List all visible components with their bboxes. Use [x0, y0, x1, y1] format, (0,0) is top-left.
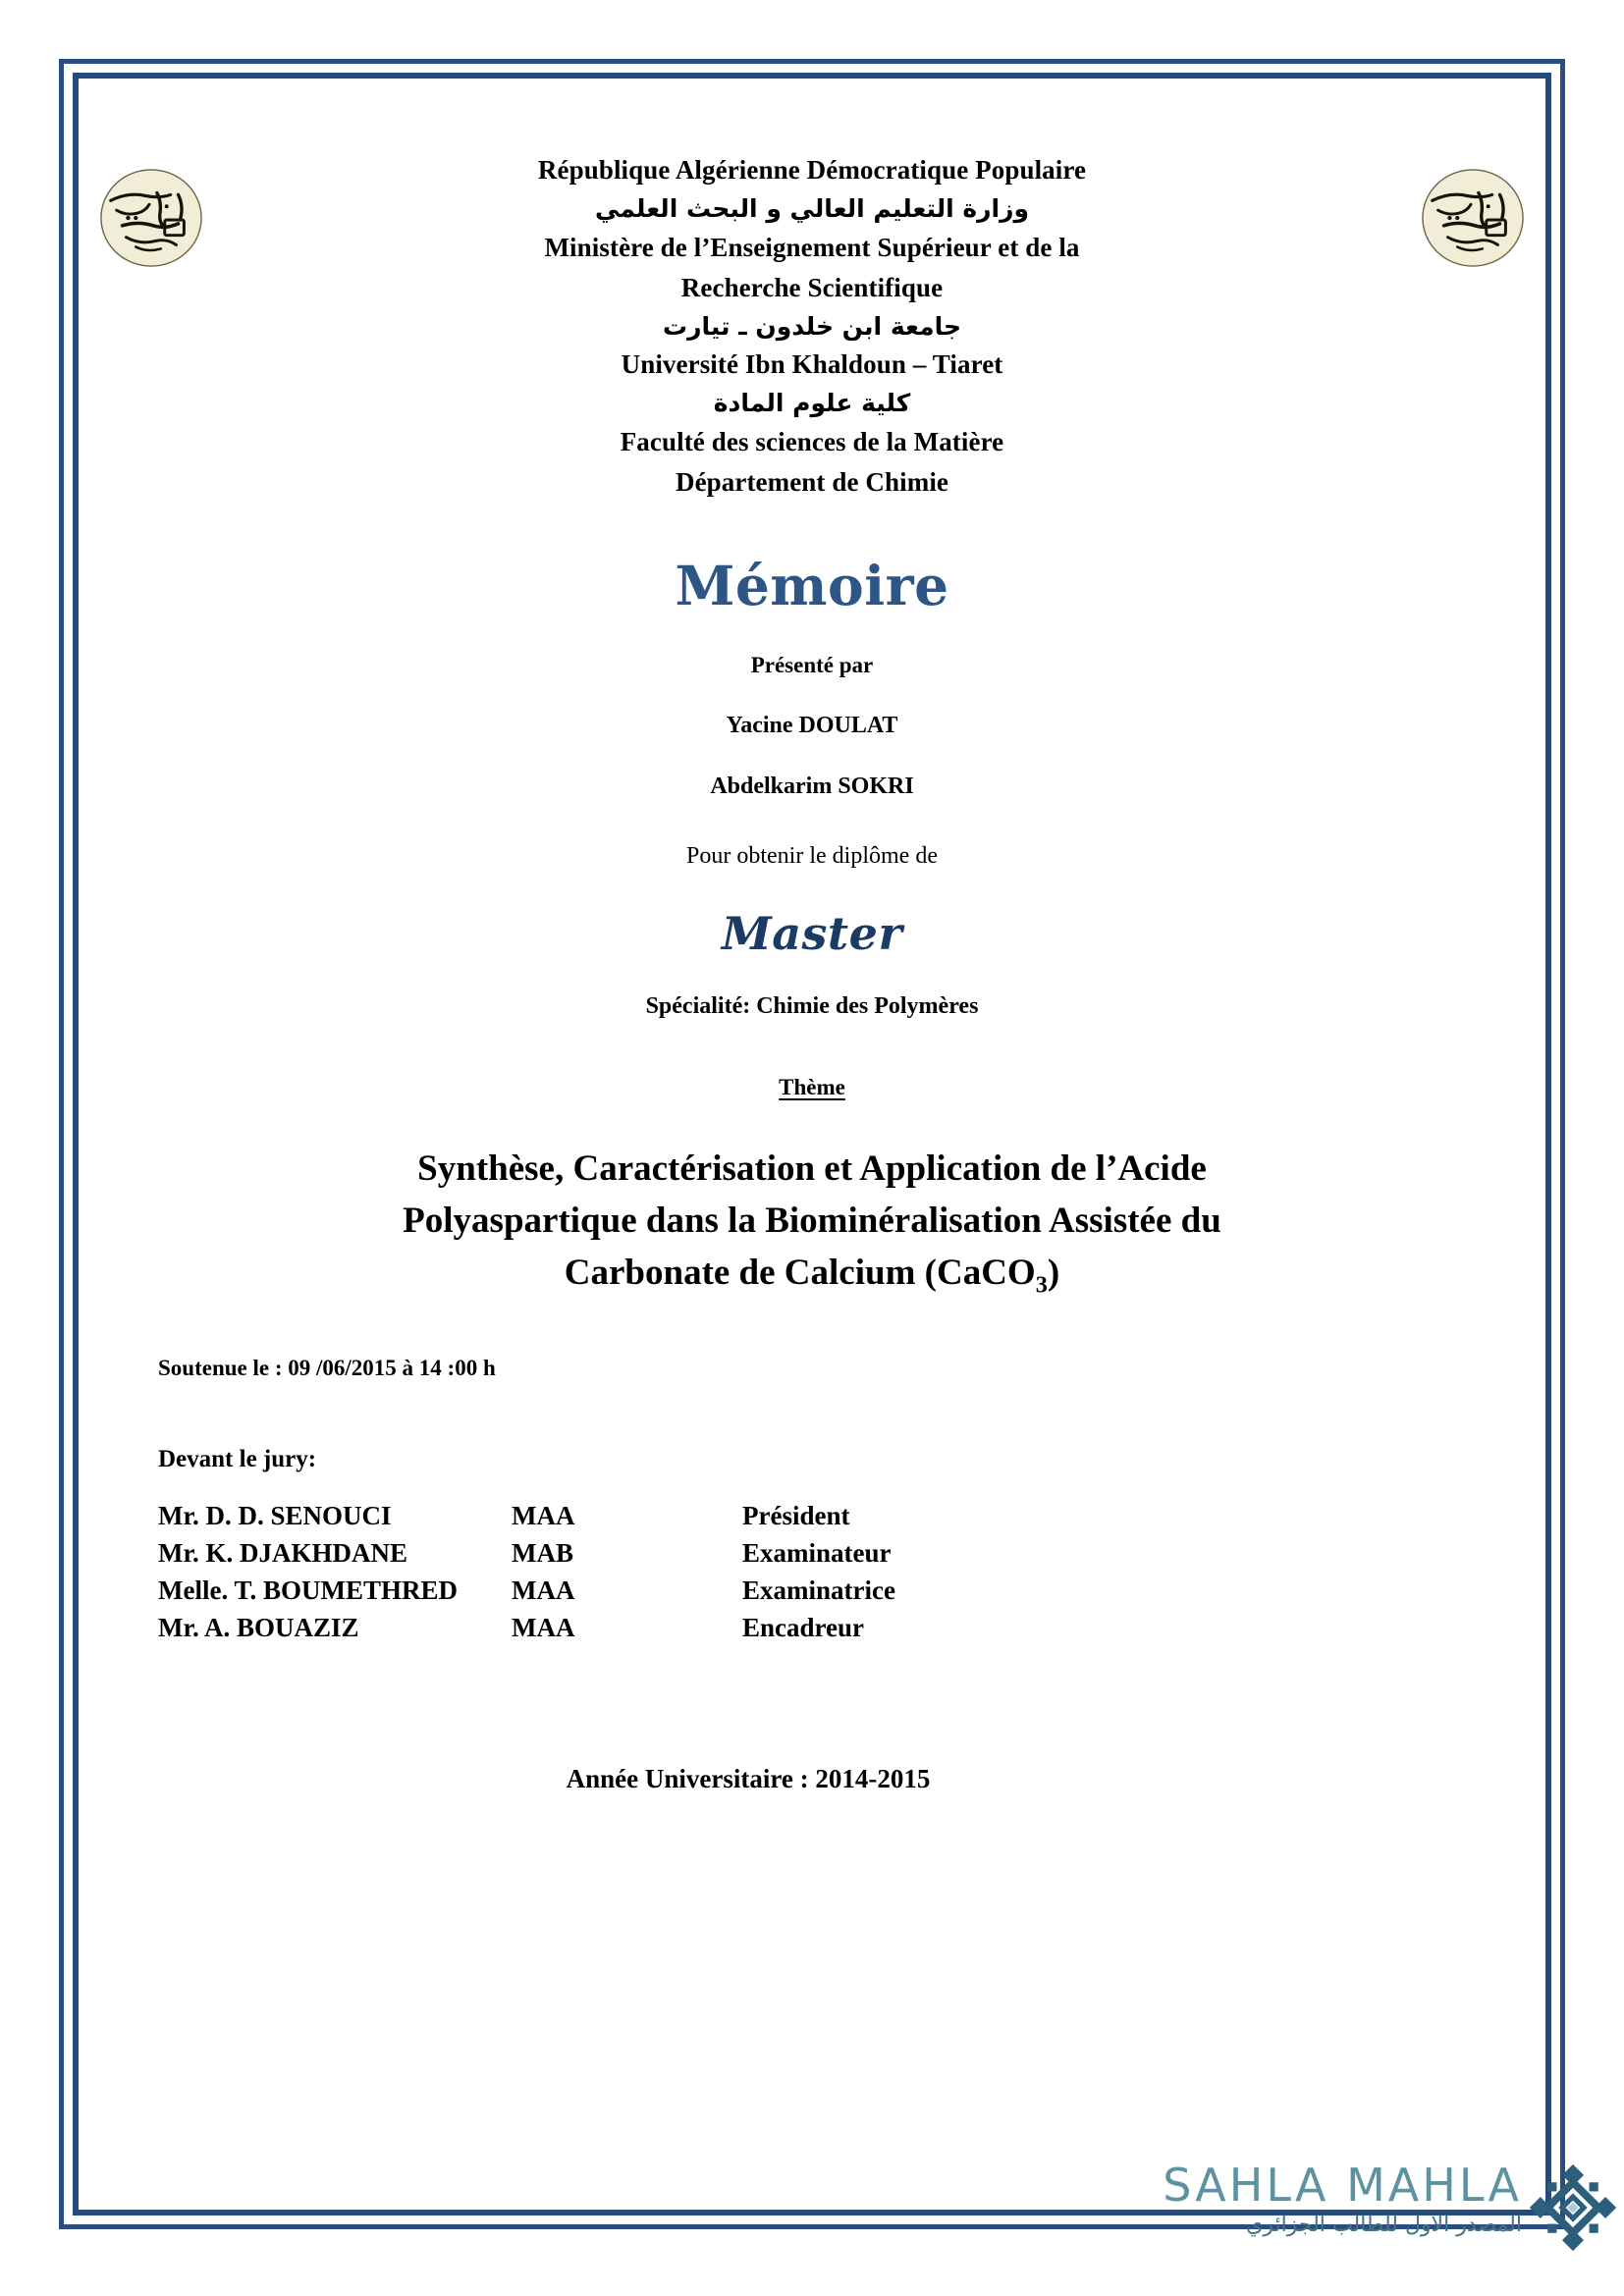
thesis-title-line-3-prefix: Carbonate de Calcium (CaCO [564, 1252, 1036, 1293]
jury-member-name: Mr. D. D. SENOUCI [158, 1500, 392, 1530]
academic-year: Année Universitaire : 2014-2015 [566, 1763, 931, 1793]
header-line-department: Département de Chimie [675, 466, 949, 497]
table-row [158, 1536, 1056, 1574]
diploma-intro-text: Pour obtenir le diplôme de [686, 842, 938, 869]
institution-header [152, 150, 1472, 503]
header-line-faculty-ar: كلية علوم المادة [713, 389, 911, 418]
speciality-text: Spécialité: Chimie des Polymères [645, 992, 979, 1019]
table-row [158, 1574, 1056, 1611]
header-line-faculty-fr: Faculté des sciences de la Matière [620, 426, 1004, 456]
page-border-outer [59, 59, 1565, 2229]
jury-member-role: Président [742, 1500, 850, 1530]
defense-date: Soutenue le : 09 /06/2015 à 14 :00 h [158, 1355, 496, 1380]
author-name-2: Abdelkarim SOKRI [710, 773, 914, 799]
jury-member-name: Mr. A. BOUAZIZ [158, 1612, 359, 1642]
jury-label: Devant le jury: [158, 1445, 317, 1472]
header-line-ministry-fr-2: Recherche Scientifique [680, 272, 944, 302]
thesis-title-line-3 [162, 1248, 1462, 1303]
thesis-title-line-3-suffix: ) [1047, 1252, 1060, 1293]
thesis-title-subscript: 3 [1035, 1270, 1048, 1298]
header-line-university-fr: Université Ibn Khaldoun – Tiaret [621, 349, 1003, 380]
university-seal-left-icon [93, 164, 209, 272]
theme-label [152, 1075, 1472, 1100]
jury-member-grade: MAA [512, 1612, 575, 1642]
presented-by-label: Présenté par [750, 652, 874, 677]
thesis-title-line-2: Polyaspartique dans la Biominéralisation Assistée du [403, 1200, 1221, 1241]
thesis-title-line-1: Synthèse, Caractérisation et Application de l’Acide [417, 1148, 1207, 1189]
author-name-1: Yacine DOULAT [726, 712, 898, 738]
header-line-ministry-fr-1: Ministère de l’Enseignement Supérieur et de la [544, 232, 1080, 262]
thesis-title [152, 1144, 1472, 1303]
jury-member-name: Mr. K. DJAKHDANE [158, 1537, 407, 1568]
memoire-heading: Mémoire [675, 553, 949, 617]
jury-member-grade: MAA [512, 1575, 575, 1605]
watermark-title: SAHLA MAHLA [1163, 2159, 1522, 2212]
jury-member-grade: MAA [512, 1500, 575, 1530]
header-line-university-ar: جامعة ابن خلدون ـ تيارت [662, 311, 961, 341]
university-seal-right-icon [1415, 164, 1531, 272]
table-row [158, 1611, 1056, 1648]
header-line-ministry-ar: وزارة التعليم العالي و البحث العلمي [594, 194, 1030, 224]
jury-table [158, 1499, 1056, 1648]
theme-label-text: Thème [779, 1074, 845, 1099]
jury-member-name: Melle. T. BOUMETHRED [158, 1575, 458, 1605]
jury-member-role: Examinateur [742, 1537, 892, 1568]
watermark-subtitle: المصدر الاول للطالب الجزائري [1246, 2213, 1522, 2237]
degree-heading: Master [721, 906, 903, 960]
table-row [158, 1499, 1056, 1536]
jury-member-grade: MAB [512, 1537, 573, 1568]
page-content [152, 150, 1472, 2156]
jury-member-role: Encadreur [742, 1612, 865, 1642]
jury-member-role: Examinatrice [742, 1575, 895, 1605]
header-line-country: République Algérienne Démocratique Populaire [537, 155, 1087, 185]
